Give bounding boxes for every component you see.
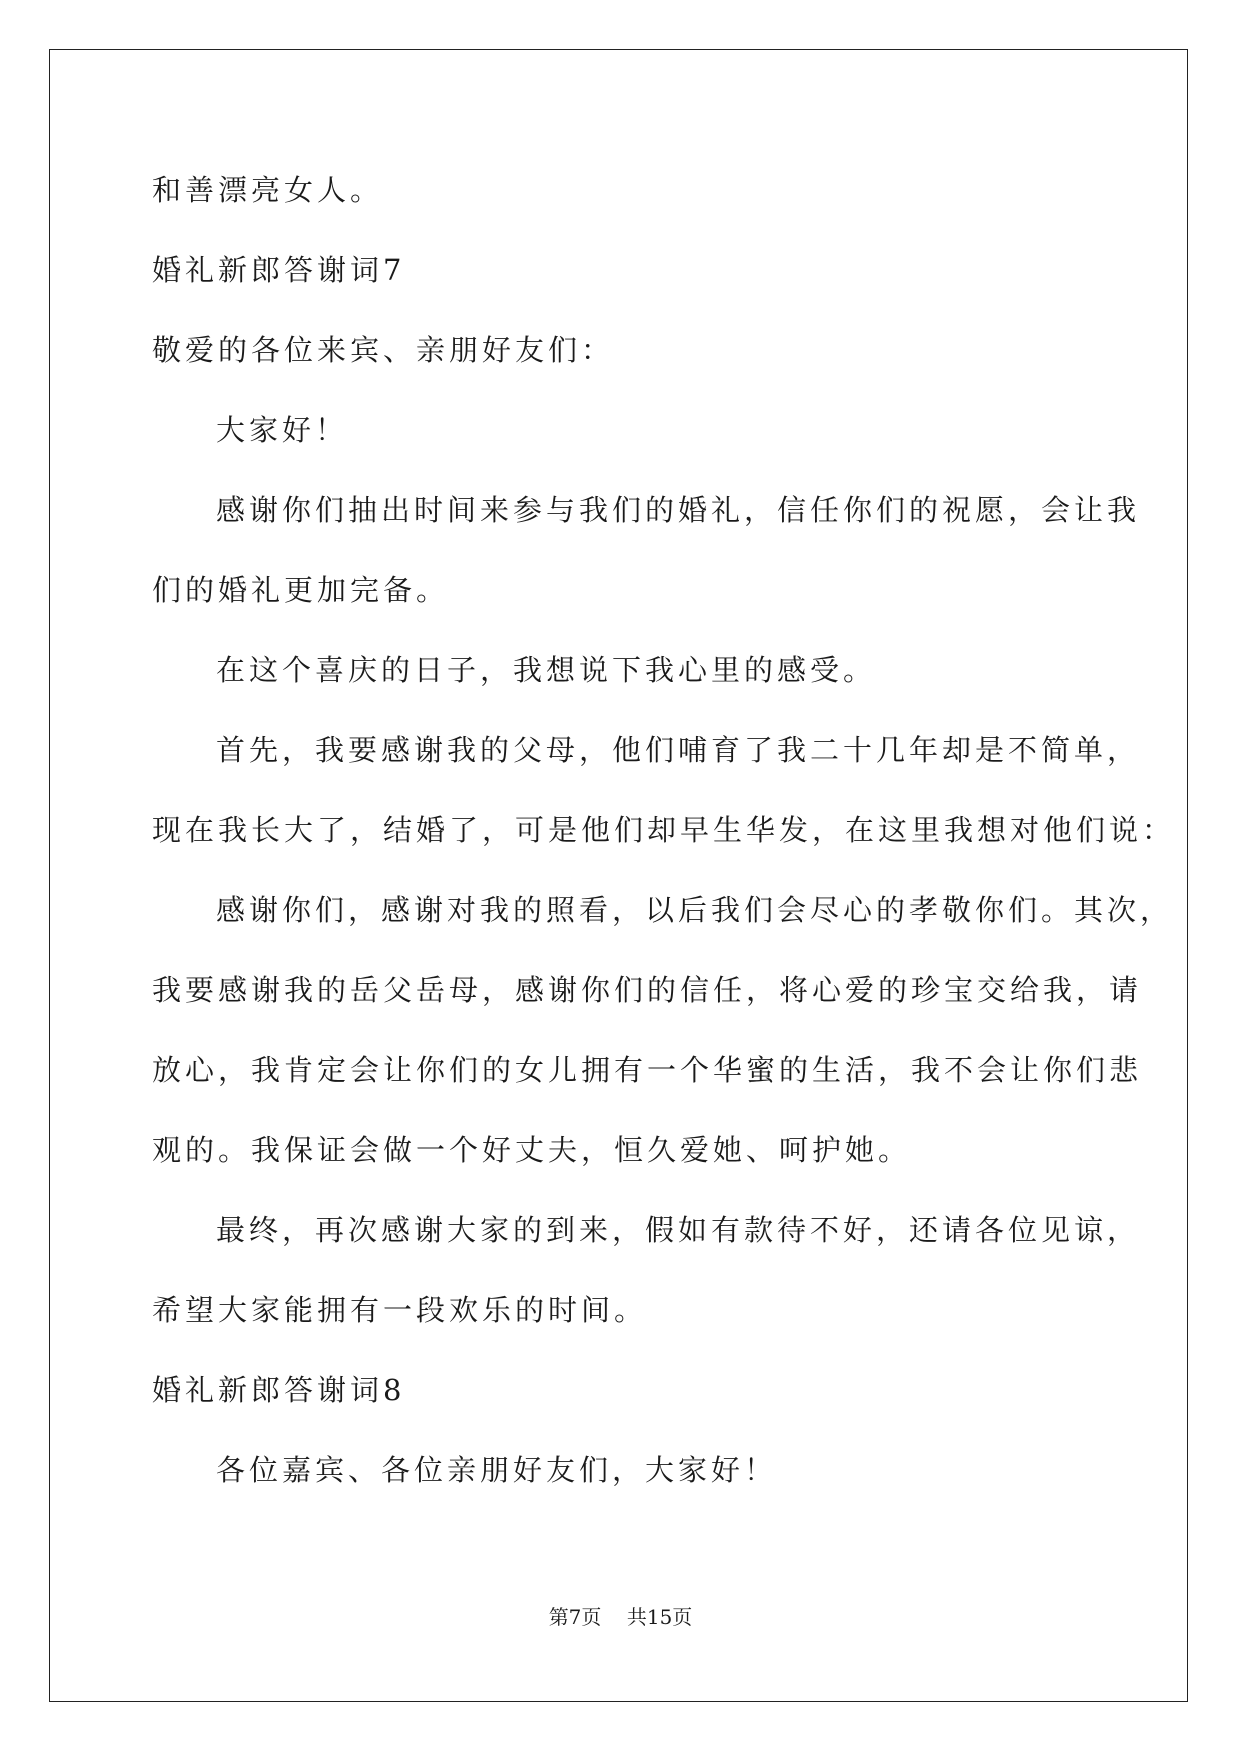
section-heading: 婚礼新郎答谢词7: [152, 253, 406, 287]
text-line: 首先，我要感谢我的父母，他们哺育了我二十几年却是不简单，: [216, 733, 1141, 767]
text-line: 在这个喜庆的日子，我想说下我心里的感受。: [216, 653, 877, 687]
text-line: 我要感谢我的岳父岳母，感谢你们的信任，将心爱的珍宝交给我，请: [152, 973, 1143, 1007]
section-heading: 婚礼新郎答谢词8: [152, 1373, 406, 1407]
text-line: 和善漂亮女人。: [152, 173, 384, 207]
text-line: 最终，再次感谢大家的到来，假如有款待不好，还请各位见谅，: [216, 1213, 1141, 1247]
page-footer: 第7页 共15页: [548, 1605, 693, 1629]
text-line: 大家好！: [216, 413, 349, 447]
text-line: 观的。我保证会做一个好丈夫，恒久爱她、呵护她。: [152, 1133, 912, 1167]
text-line: 现在我长大了，结婚了，可是他们却早生华发，在这里我想对他们说：: [152, 813, 1176, 847]
salutation: 敬爱的各位来宾、亲朋好友们：: [152, 333, 615, 367]
text-line: 感谢你们，感谢对我的照看，以后我们会尽心的孝敬你们。其次，: [216, 893, 1174, 927]
text-line: 们的婚礼更加完备。: [152, 573, 450, 607]
text-line: 感谢你们抽出时间来参与我们的婚礼，信任你们的祝愿，会让我: [216, 493, 1141, 527]
text-line: 希望大家能拥有一段欢乐的时间。: [152, 1293, 648, 1327]
text-line: 各位嘉宾、各位亲朋好友们，大家好！: [216, 1453, 778, 1487]
text-line: 放心，我肯定会让你们的女儿拥有一个华蜜的生活，我不会让你们悲: [152, 1053, 1143, 1087]
